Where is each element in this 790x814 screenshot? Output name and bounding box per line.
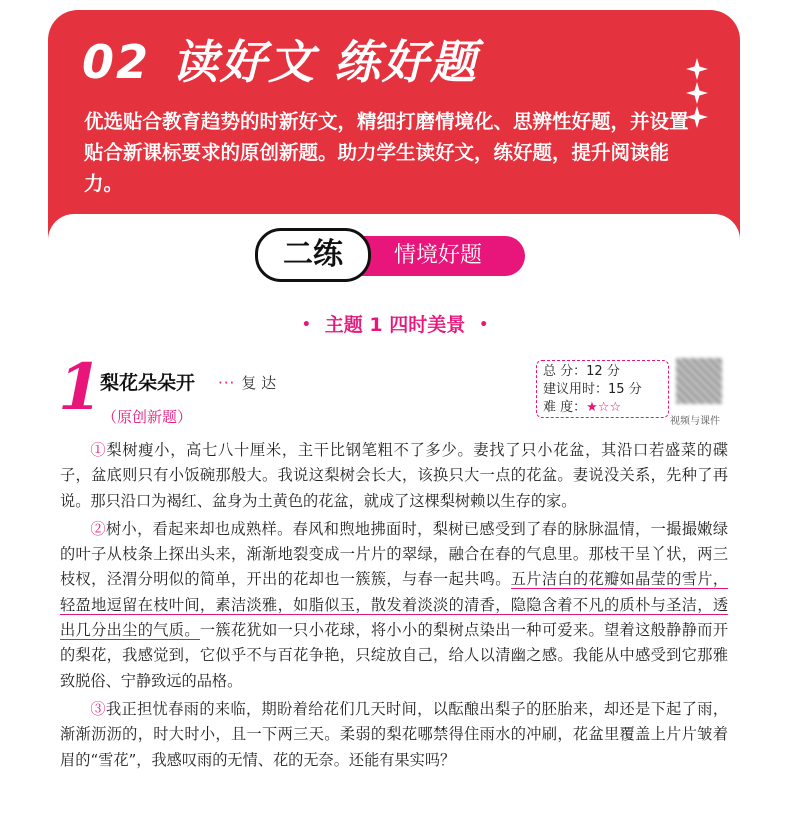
paragraph-2 <box>60 517 728 694</box>
qr-caption: 视频与课件 <box>670 416 720 427</box>
info-total <box>543 363 668 381</box>
banner-description: 优选贴合教育趋势的时新好文，精细打磨情境化、思辨性好题，并设置贴合新课标要求的原创新题。助力学生读好文，练好题，提升阅读能力。 <box>84 110 689 195</box>
section-tab <box>255 228 525 280</box>
difficulty-stars: ★☆☆ <box>586 400 622 415</box>
paragraph-text: 梨树瘦小，高七八十厘米，主干比钢笔粗不了多少。妻找了只小花盆，其沿口若盛菜的碟子，盆底则只有小饭碗那般大。我说这梨树会长大，该换只大一点的花盆。妻说没关系，先种了再说。那只沿口为褐红、盆身为土黄色的花盆，就成了这棵梨树赖以生存的家。 <box>60 441 729 510</box>
info-time <box>543 381 668 399</box>
topic-dot-right: • <box>479 317 489 333</box>
paragraph-text: 一簇花犹如一只小花球，将小小的梨树点染出一种可爱来。望着这般静静而开的梨花，我感觉到，它似乎不与百花争艳，只绽放自己，给人以清幽之感。我能从中感受到它那雅致脱俗、宁静致远的品格。 <box>60 621 729 690</box>
author-dots: ··· <box>218 374 236 392</box>
section-number: 02 <box>82 35 151 89</box>
paragraph-text: 我正担忧春雨的来临，期盼着给花们几天时间，以酝酿出梨子的胚胎来，却还是下起了雨，渐渐沥沥的，时大时小，且一下两三天。柔弱的梨花哪禁得住雨水的冲刷，花盆里覆盖上片片皱着眉的“雪花”，我感叹雨的无情、花的无奈。还能有果实吗？ <box>60 699 729 769</box>
topic-heading <box>0 310 790 337</box>
info-time-label: 建议用时： <box>543 382 609 397</box>
info-difficulty <box>543 399 668 417</box>
paragraph-marker: ② <box>90 519 106 538</box>
article-tag: （原创新题） <box>102 408 193 426</box>
article-author <box>218 372 276 393</box>
tab-left-label: 二练 <box>255 228 371 282</box>
paragraph-3 <box>60 697 728 773</box>
tab-right-label: 情境好题 <box>343 236 525 276</box>
topic-label: 主题 1 四时美景 <box>324 314 466 336</box>
article-title: 梨花朵朵开 <box>100 372 196 394</box>
paragraph-marker: ① <box>90 441 107 459</box>
info-box <box>536 360 669 418</box>
paragraph-1 <box>60 438 728 514</box>
underlined-sentence: 五片洁白的花瓣如晶莹的雪片，轻盈地逗留在枝叶间，素洁淡雅，如脂似玉，散发着淡淡的清香，隐隐含着不凡的质朴与圣洁，透出几分出尘的气质。 <box>60 570 729 640</box>
article-body <box>60 438 728 776</box>
info-time-value: 15 分 <box>608 382 642 397</box>
info-difficulty-label: 难 度： <box>543 400 587 415</box>
banner-title <box>82 26 478 92</box>
qr-code[interactable] <box>676 358 722 404</box>
author-name: 复 达 <box>241 374 277 392</box>
topic-dot-left: • <box>301 317 311 333</box>
info-total-label: 总 分： <box>543 364 587 379</box>
paragraph-text: 树小，看起来却也成熟样。春风和煦地拂面时，梨树已感受到了春的脉脉温情，一撮撮嫩绿的叶子从枝条上探出头来，渐渐地裂变成一片片的翠绿，融合在春的气息里。那枝干呈丫状，两三枝杈，泾渭分明似的简单，开出的花却也一簇簇，与春一起共鸣。 <box>60 519 729 589</box>
article-number: 1 <box>58 350 103 425</box>
info-total-value: 12 分 <box>586 364 620 379</box>
section-title: 读好文 练好题 <box>172 35 479 89</box>
paragraph-marker: ③ <box>90 699 106 718</box>
